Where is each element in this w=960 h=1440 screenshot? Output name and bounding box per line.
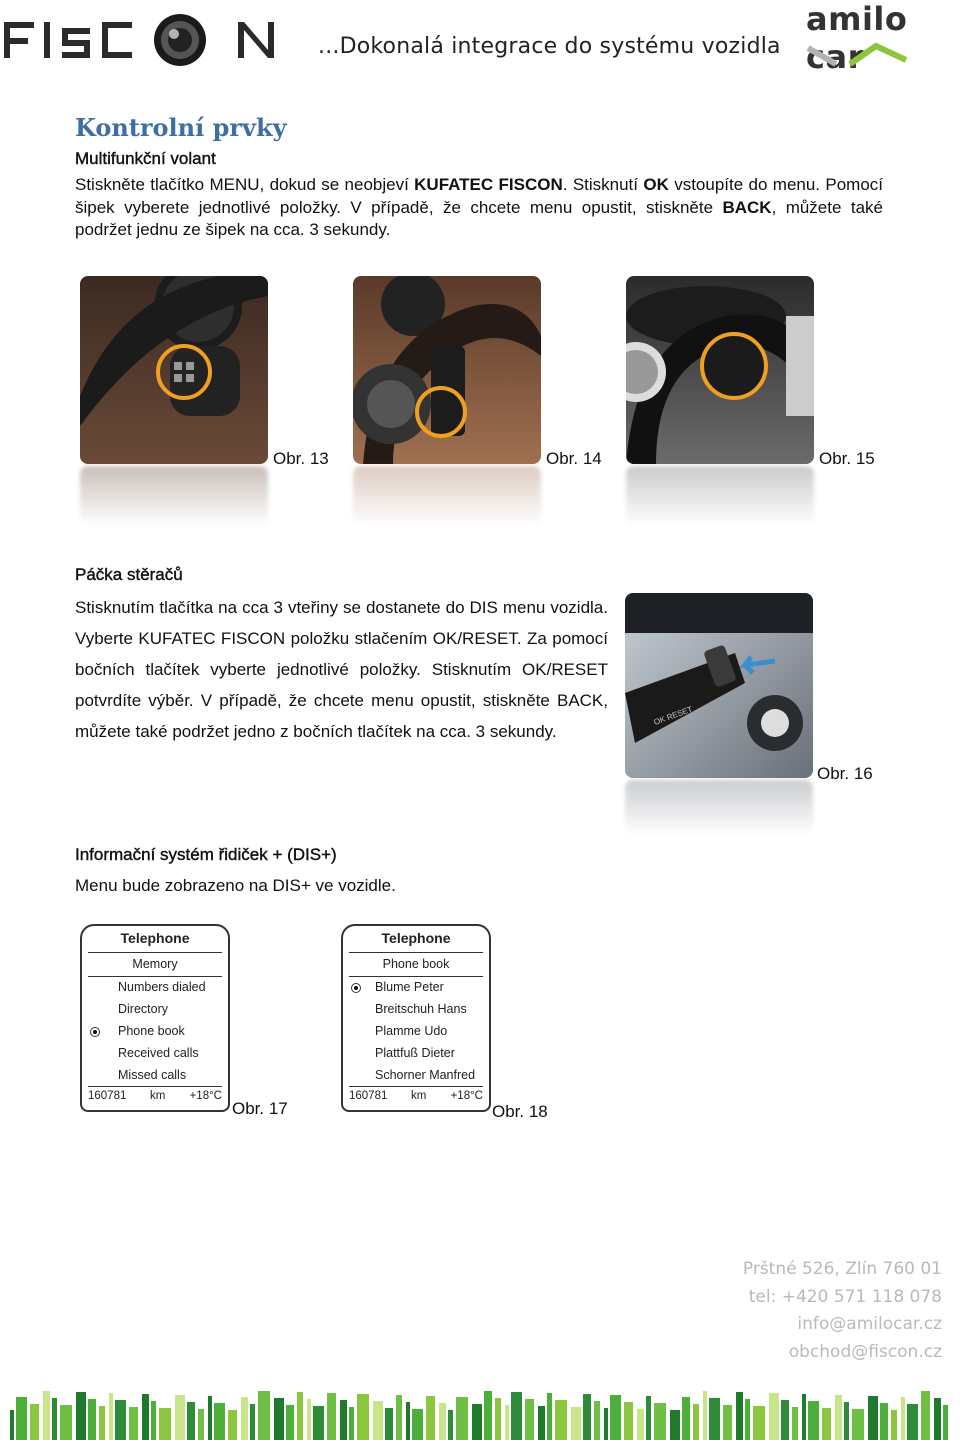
stripe xyxy=(670,1410,680,1440)
stripe xyxy=(525,1399,534,1440)
stripe xyxy=(901,1397,905,1440)
stripe xyxy=(88,1399,96,1440)
stripe xyxy=(313,1406,324,1440)
temperature: +18°C xyxy=(189,1090,222,1102)
stripe xyxy=(723,1405,732,1440)
stripe xyxy=(511,1392,522,1440)
stripe xyxy=(802,1394,806,1440)
stripe xyxy=(693,1404,699,1440)
stripe xyxy=(844,1402,849,1440)
stripe xyxy=(327,1393,336,1440)
divider xyxy=(88,976,222,977)
lever-label: OK RESET xyxy=(652,704,694,727)
dis-subtitle: Phone book xyxy=(382,957,450,971)
stripe xyxy=(60,1405,72,1440)
stripe xyxy=(439,1403,446,1440)
stripe xyxy=(852,1409,864,1440)
caption-obr-13: Obr. 13 xyxy=(273,449,329,468)
stripe xyxy=(555,1400,567,1440)
stripe xyxy=(753,1406,765,1440)
stripe xyxy=(307,1399,311,1440)
stripe xyxy=(396,1395,402,1440)
wiper-paragraph: Stisknutím tlačítka na cca 3 vteřiny se dostanete do DIS menu vozidla. Vyberte KUFATEC FISCON položku stlačením OK/RESET. Za pomocí bočních tlačítek vyberte jednotlivé položky. Stisknutím OK/RESET potvrdíte výběr. V případě, že chcete menu opustit, stiskněte BACK, můžete také podržet jedno z bočních tlačítek na cca. 3 sekundy. xyxy=(75,598,608,741)
steering-photo-3 xyxy=(626,276,814,464)
fiscon-logo xyxy=(0,6,300,70)
divider xyxy=(349,1086,483,1087)
steering-photo-2 xyxy=(353,276,541,464)
contact-phone: tel: +420 571 118 078 xyxy=(748,1286,942,1307)
stripe xyxy=(115,1400,126,1440)
photo-reflection xyxy=(626,466,814,526)
dis-menu-item-selected: Phone book xyxy=(118,1024,185,1038)
dis-menu-item-selected: Blume Peter xyxy=(375,980,444,994)
stripe xyxy=(604,1408,608,1440)
stripe xyxy=(781,1400,789,1440)
stripe xyxy=(472,1404,482,1440)
caption-obr-17: Obr. 17 xyxy=(232,1099,288,1118)
divider xyxy=(88,1086,222,1087)
stripe xyxy=(175,1395,185,1440)
stripe xyxy=(250,1404,255,1440)
contact-block xyxy=(743,1256,942,1366)
stripe xyxy=(594,1401,600,1440)
stripe xyxy=(385,1408,393,1440)
stripe xyxy=(426,1396,435,1440)
stripe xyxy=(357,1394,369,1440)
stripe xyxy=(274,1398,284,1440)
dis-menu-item: Directory xyxy=(118,1002,169,1016)
selection-dot-icon xyxy=(351,983,361,993)
dis-menu-item: Breitschuh Hans xyxy=(375,1002,467,1016)
stripe xyxy=(151,1401,156,1440)
stripe xyxy=(880,1403,888,1440)
partner-logo-text: amilo car xyxy=(806,0,908,76)
photo-reflection xyxy=(625,780,813,835)
dis-title: Telephone xyxy=(120,930,190,946)
odometer-unit: km xyxy=(411,1090,427,1102)
stripe xyxy=(159,1408,171,1440)
steering-photo-1 xyxy=(80,276,268,464)
stripe xyxy=(109,1393,113,1440)
stripe xyxy=(624,1402,633,1440)
caption-obr-18: Obr. 18 xyxy=(492,1102,548,1121)
stripe xyxy=(646,1396,651,1440)
dis-paragraph: Menu bude zobrazeno na DIS+ ve vozidle. xyxy=(75,876,396,895)
stripe xyxy=(10,1410,14,1440)
stripe xyxy=(907,1404,918,1440)
divider xyxy=(88,952,222,953)
dis-title: Telephone xyxy=(381,930,451,946)
stripe xyxy=(808,1401,819,1440)
odometer: 160781 xyxy=(88,1090,127,1102)
odometer: 160781 xyxy=(349,1090,388,1102)
stripe xyxy=(99,1406,105,1440)
footer-green-stripes xyxy=(0,1390,960,1440)
stripe xyxy=(769,1393,779,1440)
stripe xyxy=(654,1403,666,1440)
stripe xyxy=(934,1398,941,1440)
selection-dot-icon xyxy=(90,1027,100,1037)
caption-obr-16: Obr. 16 xyxy=(817,764,873,783)
stripe xyxy=(406,1402,410,1440)
stripe xyxy=(835,1395,842,1440)
stripe xyxy=(583,1394,591,1440)
stripe xyxy=(52,1398,57,1440)
stripe xyxy=(208,1396,212,1440)
stripe xyxy=(43,1391,50,1440)
stripe xyxy=(709,1398,720,1440)
stripe xyxy=(228,1410,237,1440)
stripe xyxy=(891,1410,897,1440)
wiper-heading: Páčka stěračů xyxy=(75,565,183,584)
stripe xyxy=(682,1397,690,1440)
dis-screen-phone-book xyxy=(341,924,491,1112)
dis-screen-telephone-menu xyxy=(80,924,230,1112)
stripe xyxy=(495,1398,501,1440)
stripe xyxy=(703,1391,707,1440)
stripe xyxy=(610,1395,621,1440)
contact-address: Prštné 526, Zlín 760 01 xyxy=(742,1259,942,1279)
odometer-unit: km xyxy=(150,1090,166,1102)
dis-menu-item: Numbers dialed xyxy=(118,980,206,994)
stripe xyxy=(448,1410,453,1440)
stripe xyxy=(142,1394,149,1440)
dis-menu-item: Missed calls xyxy=(118,1068,187,1082)
stripe xyxy=(921,1391,930,1440)
stripe xyxy=(30,1404,39,1440)
stripe xyxy=(637,1409,644,1440)
contact-email-info[interactable]: info@amilocar.cz xyxy=(797,1314,942,1334)
steering-heading: Multifunkční volant xyxy=(75,149,216,168)
amilo-logo-mark xyxy=(806,38,916,68)
stripe xyxy=(484,1391,492,1440)
stripe xyxy=(198,1409,204,1440)
stripe xyxy=(868,1396,878,1440)
dis-subtitle: Memory xyxy=(132,957,178,971)
stripe xyxy=(745,1399,750,1440)
stripe xyxy=(129,1407,138,1440)
stripe xyxy=(349,1407,354,1440)
stripe xyxy=(571,1407,581,1440)
stripe xyxy=(214,1403,225,1440)
dis-menu-item: Plamme Udo xyxy=(375,1024,448,1038)
temperature: +18°C xyxy=(450,1090,483,1102)
stripe xyxy=(241,1397,248,1440)
stripe xyxy=(16,1397,27,1440)
stripe xyxy=(297,1392,303,1440)
stripe xyxy=(76,1392,86,1440)
stripe xyxy=(822,1408,831,1440)
caption-obr-14: Obr. 14 xyxy=(546,449,602,468)
stripe xyxy=(736,1392,743,1440)
stripe xyxy=(505,1405,509,1440)
stripe xyxy=(286,1405,294,1440)
stripe xyxy=(792,1407,798,1440)
wiper-lever-photo xyxy=(625,593,813,778)
caption-obr-15: Obr. 15 xyxy=(819,449,875,468)
stripe xyxy=(412,1409,423,1440)
stripe xyxy=(340,1400,347,1440)
dis-heading: Informační systém řidiček + (DIS+) xyxy=(75,845,337,864)
stripe xyxy=(943,1405,948,1440)
contact-email-obchod[interactable]: obchod@fiscon.cz xyxy=(788,1341,942,1362)
dis-menu-item: Received calls xyxy=(118,1046,199,1060)
photo-reflection xyxy=(353,466,541,526)
stripe xyxy=(258,1391,270,1440)
steering-paragraph: Stiskněte tlačítko MENU, dokud se neobjeví KUFATEC FISCON. Stisknutí OK vstoupíte do menu. Pomocí šipek vyberete jednotlivé položky. V případě, že chcete menu opustit, stiskněte BACK, můžete také podržet jednu ze šipek na cca. 3 sekundy. xyxy=(75,175,884,239)
header-tagline: ...Dokonalá integrace do systému vozidla xyxy=(318,34,781,59)
stripe xyxy=(187,1402,195,1440)
dis-menu-item: Schorner Manfred xyxy=(375,1068,476,1082)
stripe xyxy=(547,1393,552,1440)
stripe xyxy=(373,1401,383,1440)
photo-reflection xyxy=(80,466,268,526)
divider xyxy=(349,952,483,953)
divider xyxy=(349,976,483,977)
stripe xyxy=(538,1406,545,1440)
page-title: Kontrolní prvky xyxy=(75,113,287,142)
stripe xyxy=(456,1397,468,1440)
dis-menu-item: Plattfuß Dieter xyxy=(375,1046,455,1060)
